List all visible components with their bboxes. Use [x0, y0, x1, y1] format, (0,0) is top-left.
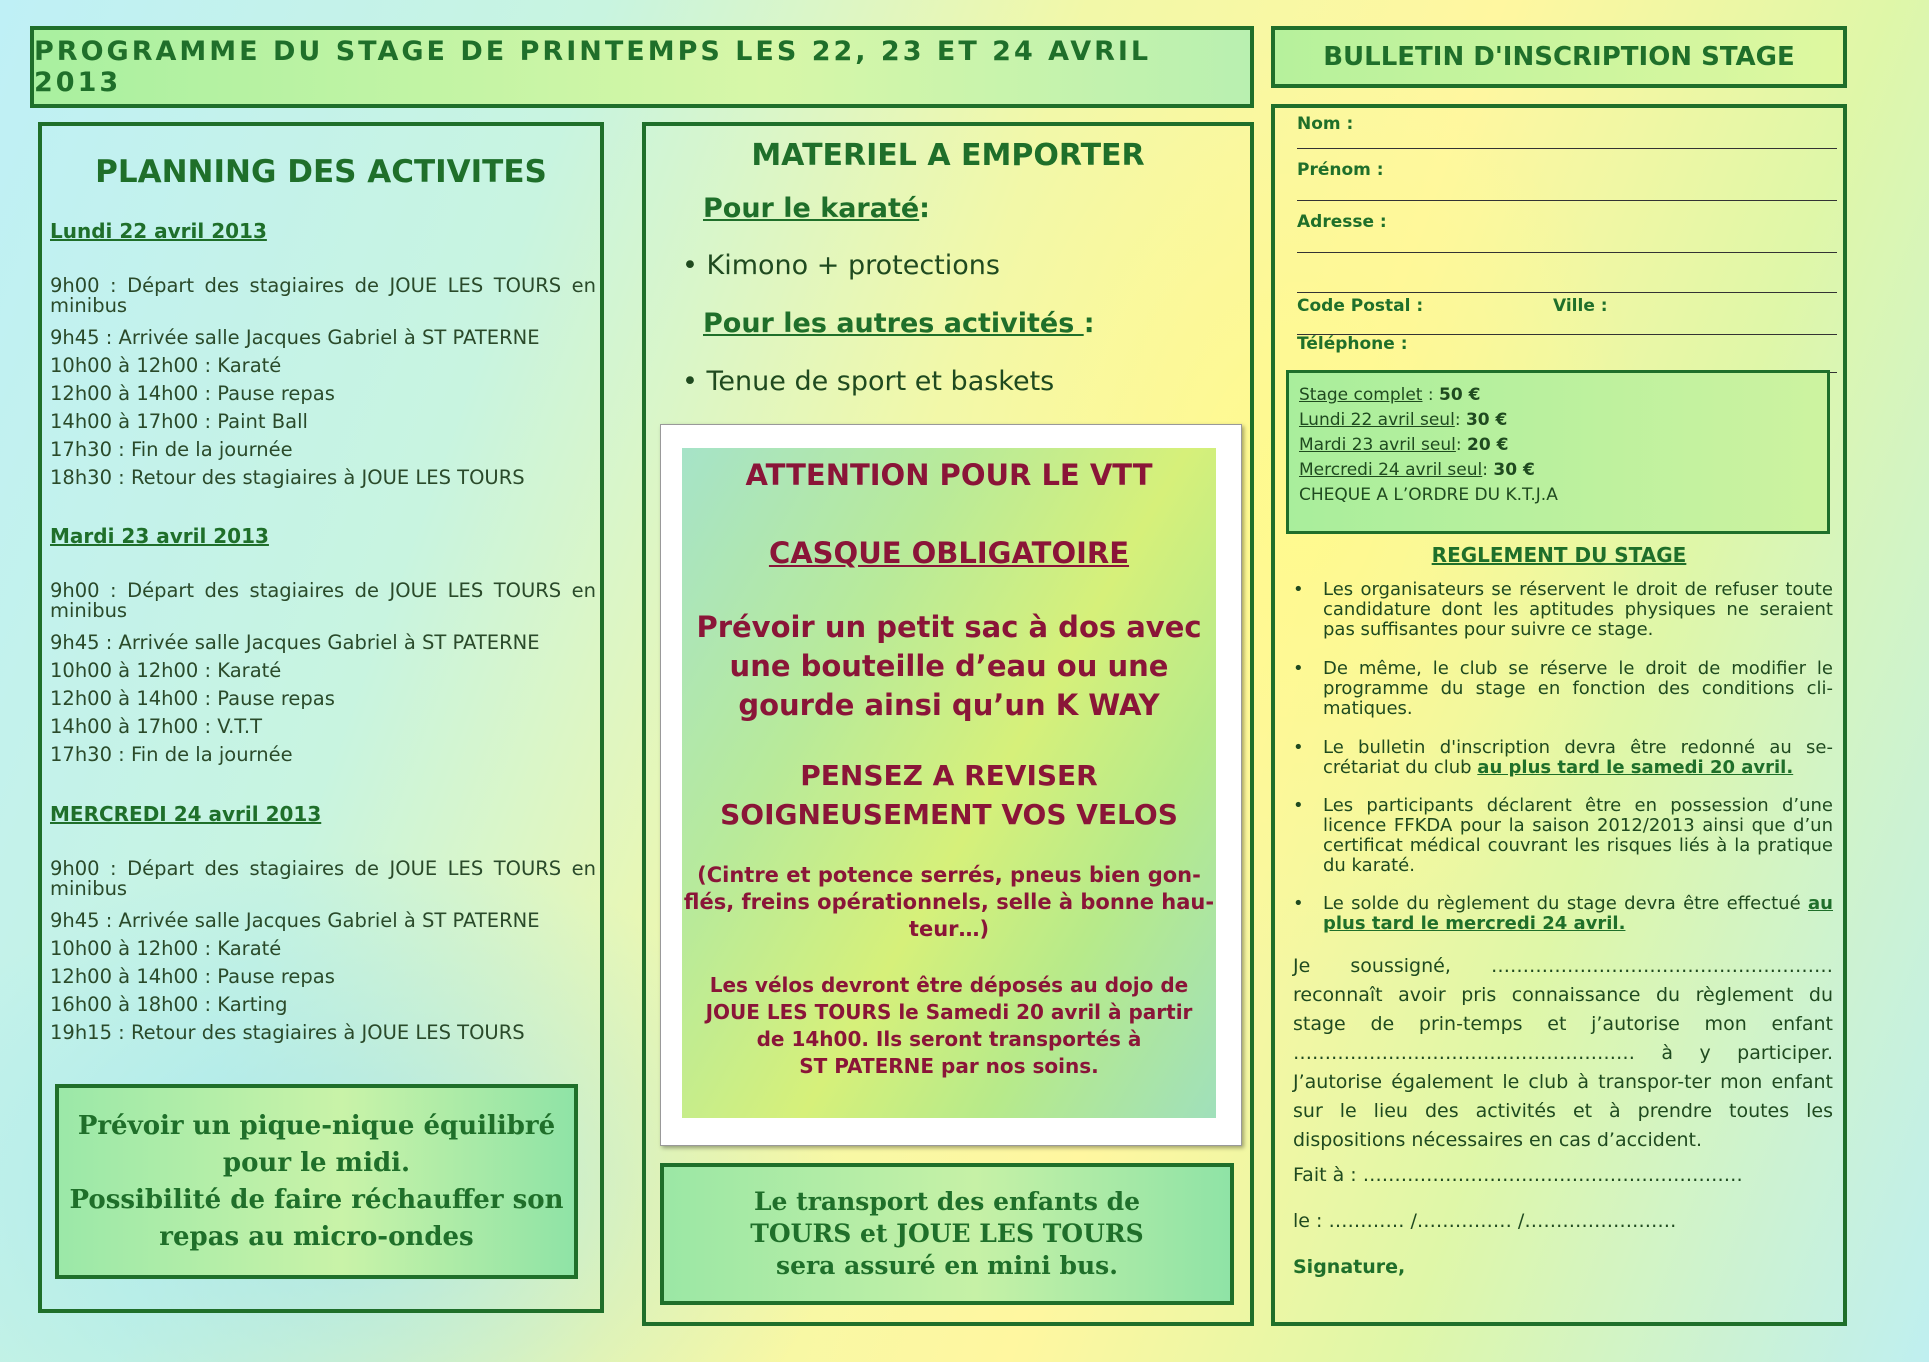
planning-title: PLANNING DES ACTIVITES [95, 154, 547, 190]
vtt-bike-check: PENSEZ A REVISER SOIGNEUSEMENT VOS VELOS [720, 759, 1178, 831]
day-label-tuesday: Mardi 23 avril 2013 [50, 524, 269, 548]
schedule-item: 12h00 à 14h00 : Pause repas [50, 965, 335, 988]
rule-item: • Les participants déclarent être en possession d’une licence FFKDA pour la saison 2012/2013 ainsi que d’un certificat médical couvrant les risques liés à la pratique du karaté. [1293, 795, 1833, 876]
date-field[interactable]: le : ………… /…………… /…………………… [1293, 1210, 1677, 1232]
schedule-item: 16h00 à 18h00 : Karting [50, 993, 288, 1016]
karate-item: • Kimono + protections [682, 250, 1000, 281]
schedule-item: 9h00 : Départ des stagiaires de JOUE LES TOURS en minibus [50, 857, 596, 900]
name-field[interactable]: Nom : [1297, 114, 1837, 149]
schedule-item: 9h45 : Arrivée salle Jacques Gabriel à ST PATERNE [50, 326, 540, 349]
schedule-item: 18h30 : Retour des stagiaires à JOUE LES TOURS [50, 466, 525, 489]
picnic-line: Possibilité de faire réchauffer son [69, 1184, 564, 1215]
picnic-line: repas au micro-ondes [159, 1221, 474, 1252]
program-title: PROGRAMME DU STAGE DE PRINTEMPS LES 22, 23 ET 24 AVRIL 2013 [30, 26, 1254, 108]
schedule-item: 10h00 à 12h00 : Karaté [50, 659, 282, 682]
parent-declaration: Je soussigné, ……………………………………………… reconnaît avoir pris connaissance du règlement du stage de prin-temps et j’autorise mon enfant ……………………………………………… à y participer. J’autorise également le club à transpor-ter mon enfant sur le lieu des activités et à prendre toutes les dispositions nécessaires en cas d’accident. [1293, 955, 1833, 1151]
price-item: Stage complet : 50 € [1299, 385, 1481, 405]
reglement-title: REGLEMENT DU STAGE [1431, 543, 1687, 567]
signature-label: Signature, [1293, 1256, 1406, 1278]
vtt-attention: ATTENTION POUR LE VTT [745, 458, 1153, 492]
address-line-2[interactable] [1297, 258, 1837, 293]
karate-label: Pour le karaté: [703, 193, 930, 224]
rule-item: • Les organisateurs se réservent le droit de refuser toute candidature dont les aptitudes physiques ne seraient pas suffisantes pour suivre ce stage. [1293, 579, 1833, 640]
postal-city-field[interactable] [1297, 296, 1837, 335]
schedule-item: 10h00 à 12h00 : Karaté [50, 937, 282, 960]
schedule-item: 10h00 à 12h00 : Karaté [50, 354, 282, 377]
other-activities-label: Pour les autres activités : [703, 308, 1095, 339]
postal-code-label: Code Postal : [1297, 296, 1424, 316]
picnic-note [55, 1084, 578, 1279]
schedule-item: 9h00 : Départ des stagiaires de JOUE LES TOURS en minibus [50, 579, 596, 622]
schedule-item: 19h15 : Retour des stagiaires à JOUE LES TOURS [50, 1021, 525, 1044]
picnic-line: Prévoir un pique-nique équilibré [77, 1110, 556, 1141]
place-field[interactable]: Fait à : …………………………………………………… [1293, 1164, 1743, 1186]
price-item: Mercredi 24 avril seul: 30 € [1299, 460, 1535, 480]
firstname-field[interactable]: Prénom : [1297, 160, 1837, 201]
other-activities-item: • Tenue de sport et baskets [682, 366, 1055, 397]
day-schedule-monday [50, 276, 596, 492]
address-field[interactable]: Adresse : [1297, 212, 1837, 253]
city-label: Ville : [1553, 296, 1608, 316]
schedule-item: 12h00 à 14h00 : Pause repas [50, 382, 335, 405]
phone-field[interactable]: Téléphone : [1297, 334, 1837, 373]
day-schedule-wednesday [50, 859, 596, 1047]
rule-item: • De même, le club se réserve le droit de modifier le programme du stage en fonction des conditions cli-matiques. [1293, 658, 1833, 719]
schedule-item: 17h30 : Fin de la journée [50, 743, 293, 766]
vtt-bike-details: (Cintre et potence serrés, pneus bien gon- flés, freins opérationnels, selle à bonne hau- teur…) [683, 863, 1215, 941]
vtt-notice [682, 448, 1216, 1118]
transport-note: Le transport des enfants de TOURS et JOUE LES TOURS sera assuré en mini bus. [660, 1163, 1234, 1305]
vtt-backpack: Prévoir un petit sac à dos avec une bouteille d’eau ou une gourde ainsi qu’un K WAY [696, 610, 1202, 722]
schedule-item: 12h00 à 14h00 : Pause repas [50, 687, 335, 710]
day-label-wednesday: MERCREDI 24 avril 2013 [50, 802, 322, 826]
schedule-item: 14h00 à 17h00 : V.T.T [50, 715, 263, 738]
vtt-helmet: CASQUE OBLIGATOIRE [768, 536, 1130, 570]
materiel-title: MATERIEL A EMPORTER [751, 138, 1145, 173]
schedule-item: 9h45 : Arrivée salle Jacques Gabriel à ST PATERNE [50, 631, 540, 654]
price-item: Mardi 23 avril seul: 20 € [1299, 435, 1509, 455]
inscription-title: BULLETIN D'INSCRIPTION STAGE [1271, 26, 1847, 88]
cheque-note: CHEQUE A L’ORDRE DU K.T.J.A [1299, 485, 1558, 505]
rule-item: • Le bulletin d'inscription devra être redonné au se-crétariat du club au plus tard le samedi 20 avril. [1293, 737, 1833, 778]
day-label-monday: Lundi 22 avril 2013 [50, 219, 267, 243]
price-list [1286, 370, 1830, 534]
picnic-line: pour le midi. [222, 1147, 411, 1178]
schedule-item: 14h00 à 17h00 : Paint Ball [50, 410, 308, 433]
schedule-item: 9h45 : Arrivée salle Jacques Gabriel à ST PATERNE [50, 909, 540, 932]
price-item: Lundi 22 avril seul: 30 € [1299, 410, 1508, 430]
schedule-item: 9h00 : Départ des stagiaires de JOUE LES TOURS en minibus [50, 274, 596, 317]
vtt-bike-dropoff: Les vélos devront être déposés au dojo de JOUE LES TOURS le Samedi 20 avril à partir de 14h00. Ils seront transportés à ST PATERNE par nos soins. [705, 973, 1193, 1078]
schedule-item: 17h30 : Fin de la journée [50, 438, 293, 461]
day-schedule-tuesday [50, 581, 596, 769]
rule-item: • Le solde du règlement du stage devra être effectué au plus tard le mercredi 24 avril. [1293, 893, 1833, 934]
